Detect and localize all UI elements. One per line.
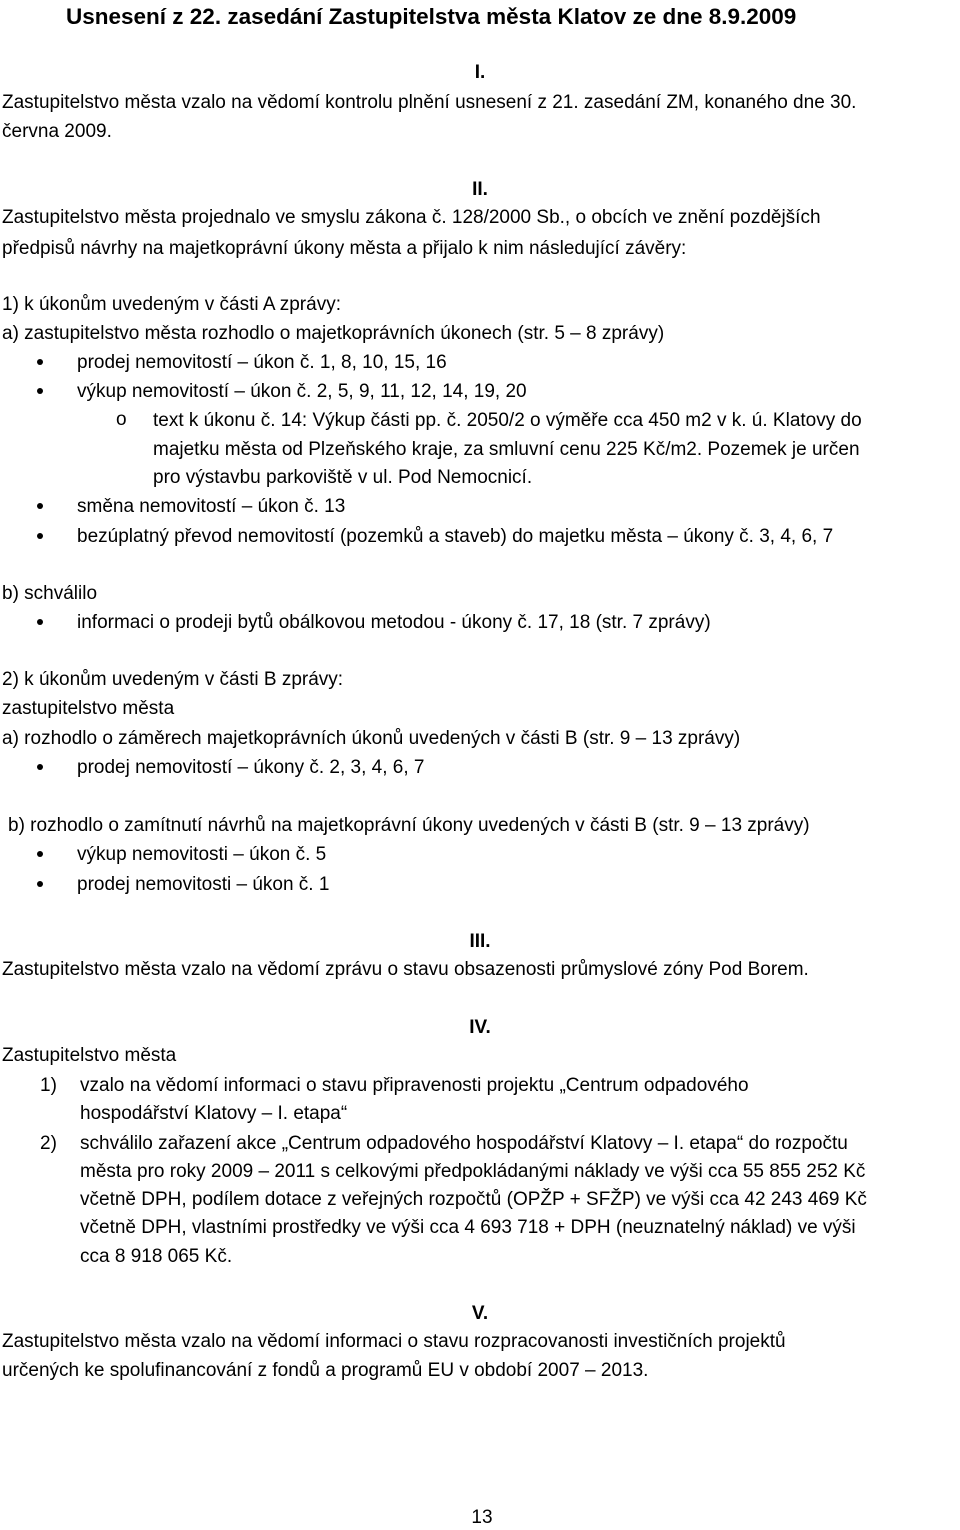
part-b-title: 2) k úkonům uvedeným v části B zprávy:: [2, 669, 344, 690]
part-a-bullet-3: směna nemovitostí – úkon č. 13: [77, 496, 346, 517]
section-iv-item-2-line-2: města pro roky 2009 – 2011 s celkovými předpokládanými náklady ve výši cca 55 855 252 Kč: [80, 1161, 866, 1182]
sub-item-line-1: text k úkonu č. 14: Výkup části pp. č. 2050/2 o výměře cca 450 m2 v k. ú. Klatovy do: [153, 410, 862, 431]
sub-bullet-marker: o: [116, 409, 127, 430]
part-b-b-line: b) rozhodlo o zamítnutí návrhů na majetkoprávní úkony uvedených v části B (str. 9 – 13 zprávy): [8, 815, 810, 836]
section-ii-intro-2: předpisů návrhy na majetkoprávní úkony města a přijalo k nim následující závěry:: [2, 238, 687, 259]
section-iv-item-1-line-2: hospodářství Klatovy – I. etapa“: [80, 1103, 348, 1124]
section-i-line-1: Zastupitelstvo města vzalo na vědomí kontrolu plnění usnesení z 21. zasedání ZM, konaného dne 30.: [2, 92, 857, 113]
document-title: Usnesení z 22. zasedání Zastupitelstva města Klatov ze dne 8.9.2009: [66, 4, 797, 29]
part-a-bullet-1: prodej nemovitostí – úkon č. 1, 8, 10, 15, 16: [77, 352, 447, 373]
bullet-icon: [37, 851, 43, 857]
section-v-line-1: Zastupitelstvo města vzalo na vědomí informaci o stavu rozpracovanosti investičních projektů: [2, 1331, 786, 1352]
section-heading-iii: III.: [469, 931, 491, 952]
section-heading-i: I.: [474, 62, 486, 83]
section-iv-item-2-line-1: schválilo zařazení akce „Centrum odpadového hospodářství Klatovy – I. etapa“ do rozpočtu: [80, 1133, 848, 1154]
part-a-approved-line: b) schválilo: [2, 583, 98, 604]
section-v-line-2: určených ke spolufinancování z fondů a programů EU v období 2007 – 2013.: [2, 1360, 649, 1381]
bullet-icon: [37, 503, 43, 509]
section-iv-item-2-line-4: včetně DPH, vlastními prostředky ve výši cca 4 693 718 + DPH (neuznatelný náklad) ve výši: [80, 1217, 856, 1238]
part-b-b-bullet-2: prodej nemovitosti – úkon č. 1: [77, 874, 330, 895]
sub-item-line-2: majetku města od Plzeňského kraje, za smluvní cenu 225 Kč/m2. Pozemek je určen: [153, 439, 860, 460]
section-iv-intro: Zastupitelstvo města: [2, 1045, 177, 1066]
sub-item-line-3: pro výstavbu parkoviště v ul. Pod Nemocnicí.: [153, 467, 533, 488]
section-heading-ii: II.: [472, 179, 488, 200]
part-a-bullet-2: výkup nemovitostí – úkon č. 2, 5, 9, 11, 12, 14, 19, 20: [77, 381, 527, 402]
section-i-line-2: června 2009.: [2, 121, 112, 142]
section-iv-item-1-line-1: vzalo na vědomí informaci o stavu připravenosti projektu „Centrum odpadového: [80, 1075, 749, 1096]
part-a-bullet-4: bezúplatný převod nemovitostí (pozemků a staveb) do majetku města – úkony č. 3, 4, 6, 7: [77, 526, 834, 547]
part-a-decision-line: a) zastupitelstvo města rozhodlo o majetkoprávních úkonech (str. 5 – 8 zprávy): [2, 323, 665, 344]
part-b-subtitle: zastupitelstvo města: [2, 698, 175, 719]
bullet-icon: [37, 388, 43, 394]
bullet-icon: [37, 881, 43, 887]
section-heading-v: V.: [471, 1303, 489, 1324]
section-iv-item-2-line-5: cca 8 918 065 Kč.: [80, 1246, 233, 1267]
section-ii-intro-1: Zastupitelstvo města projednalo ve smyslu zákona č. 128/2000 Sb., o obcích ve znění pozdějších: [2, 207, 821, 228]
bullet-icon: [37, 619, 43, 625]
section-iv-item-2-line-3: včetně DPH, podílem dotace z veřejných rozpočtů (OPŽP + SFŽP) ve výši cca 42 243 469 Kč: [80, 1189, 867, 1210]
part-b-b-bullet-1: výkup nemovitosti – úkon č. 5: [77, 844, 327, 865]
bullet-icon: [37, 533, 43, 539]
part-b-a-bullet-1: prodej nemovitostí – úkony č. 2, 3, 4, 6, 7: [77, 757, 425, 778]
section-iii-line-1: Zastupitelstvo města vzalo na vědomí zprávu o stavu obsazenosti průmyslové zóny Pod Borem.: [2, 959, 809, 980]
list-number-1: 1): [40, 1075, 57, 1096]
part-b-a-line: a) rozhodlo o záměrech majetkoprávních úkonů uvedených v části B (str. 9 – 13 zprávy): [2, 728, 741, 749]
part-a-title: 1) k úkonům uvedeným v části A zprávy:: [2, 294, 341, 315]
list-number-2: 2): [40, 1133, 57, 1154]
section-heading-iv: IV.: [469, 1017, 491, 1038]
bullet-icon: [37, 359, 43, 365]
page-number: 13: [471, 1507, 493, 1528]
part-a-approved-bullet-1: informaci o prodeji bytů obálkovou metodou - úkony č. 17, 18 (str. 7 zprávy): [77, 612, 711, 633]
bullet-icon: [37, 764, 43, 770]
